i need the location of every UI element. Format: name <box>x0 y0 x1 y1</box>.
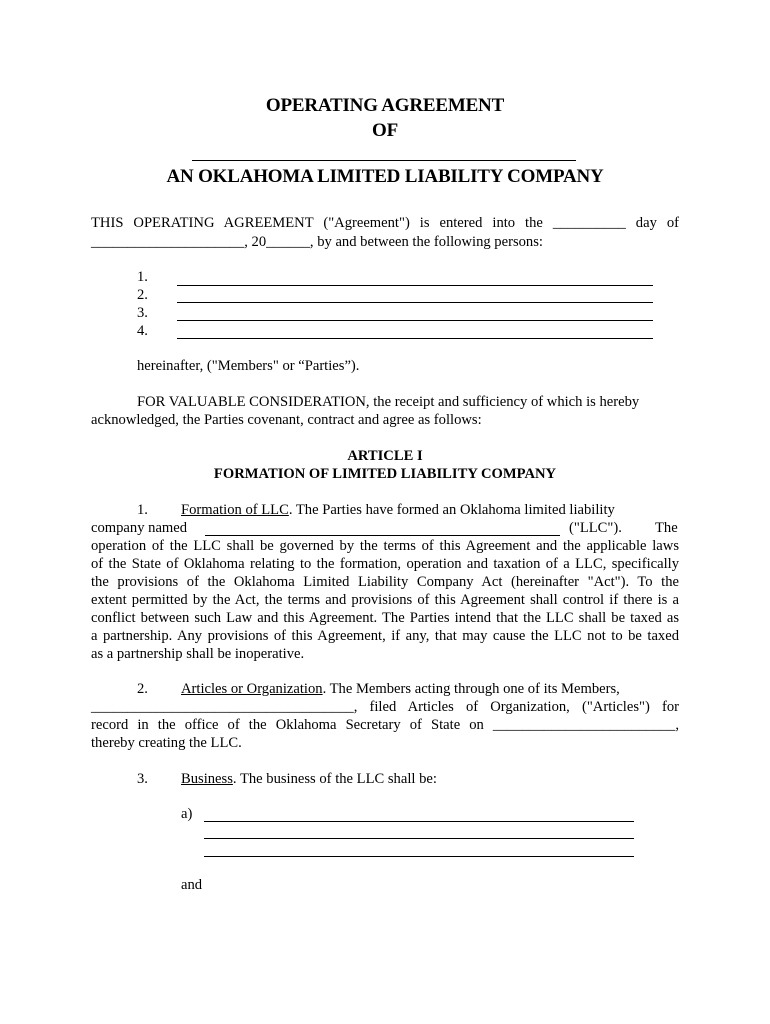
section-2-line-1 <box>181 681 620 698</box>
members-definition: hereinafter, ("Members" or “Parties”). <box>137 358 360 374</box>
title-line-2: OF <box>372 120 398 141</box>
article-subheading: FORMATION OF LIMITED LIABILITY COMPANY <box>213 466 557 482</box>
business-blank-1[interactable] <box>204 821 634 822</box>
section-1-body-line: the provisions of the Oklahoma Limited Liability Company Act (hereinafter "Act"). To the <box>91 574 679 590</box>
person-number-3: 3. <box>137 305 148 321</box>
section-1-body-line: a partnership. Any provisions of this Agreement, if any, that may cause the LLC not to be taxed <box>91 628 679 644</box>
section-2-number: 2. <box>137 681 148 697</box>
consideration-line-1: FOR VALUABLE CONSIDERATION, the receipt and sufficiency of which is hereby <box>137 394 640 410</box>
section-1-company-label: company named <box>91 520 188 536</box>
section-1-body-line: operation of the LLC shall be governed by the terms of this Agreement and the applicable laws <box>91 538 679 554</box>
person-blank-3[interactable] <box>177 320 653 321</box>
and-text: and <box>181 877 203 893</box>
section-1-body-line: of the State of Oklahoma relating to the formation, operation and taxation of a LLC, specifically <box>91 556 679 572</box>
intro-line-1: THIS OPERATING AGREEMENT ("Agreement") is entered into the __________ day of <box>91 215 679 231</box>
person-blank-4[interactable] <box>177 338 653 339</box>
business-blank-3[interactable] <box>204 856 634 857</box>
person-number-4: 4. <box>137 323 148 339</box>
title-line-3: AN OKLAHOMA LIMITED LIABILITY COMPANY <box>166 166 604 187</box>
section-2-title: Articles or Organization <box>181 681 323 697</box>
section-1-llc-label: ("LLC"). <box>569 520 622 536</box>
section-1-line-1-rest: . The Parties have formed an Oklahoma limited liability <box>288 502 615 518</box>
intro-line-2: _____________________, 20______, by and between the following persons: <box>91 234 543 250</box>
section-3-number: 3. <box>137 771 148 787</box>
section-1-number: 1. <box>137 502 148 518</box>
section-1-last-line: as a partnership shall be inoperative. <box>91 646 305 662</box>
section-2-line-4: thereby creating the LLC. <box>91 735 242 751</box>
section-1-the: The <box>655 520 678 536</box>
section-3-title: Business <box>181 771 233 787</box>
section-1-body-line: conflict between such Law and this Agreement. The Parties intend that the LLC shall be taxed as <box>91 610 679 626</box>
company-name-blank[interactable] <box>205 535 560 536</box>
title-underline <box>192 160 576 161</box>
section-2-line-1-rest: . The Members acting through one of its Members, <box>322 681 620 697</box>
person-blank-2[interactable] <box>177 302 653 303</box>
business-blank-2[interactable] <box>204 838 634 839</box>
section-1-body-line: extent permitted by the Act, the terms and provisions of this Agreement shall control if there is a <box>91 592 679 608</box>
section-1-title: Formation of LLC <box>181 502 289 518</box>
article-heading: ARTICLE I <box>347 448 423 464</box>
section-3-rest: . The business of the LLC shall be: <box>232 771 437 787</box>
section-1-line-1 <box>181 502 679 519</box>
consideration-line-2: acknowledged, the Parties covenant, contract and agree as follows: <box>91 412 482 428</box>
business-item-a-label: a) <box>181 806 193 822</box>
section-2-line-3: record in the office of the Oklahoma Secretary of State on _________________________, <box>91 717 679 733</box>
person-number-2: 2. <box>137 287 148 303</box>
person-number-1: 1. <box>137 269 148 285</box>
section-2-line-2: ____________________________________, filed Articles of Organization, ("Articles") for <box>91 699 679 715</box>
title-line-1: OPERATING AGREEMENT <box>265 95 505 116</box>
section-3-line <box>181 771 437 788</box>
person-blank-1[interactable] <box>177 285 653 286</box>
